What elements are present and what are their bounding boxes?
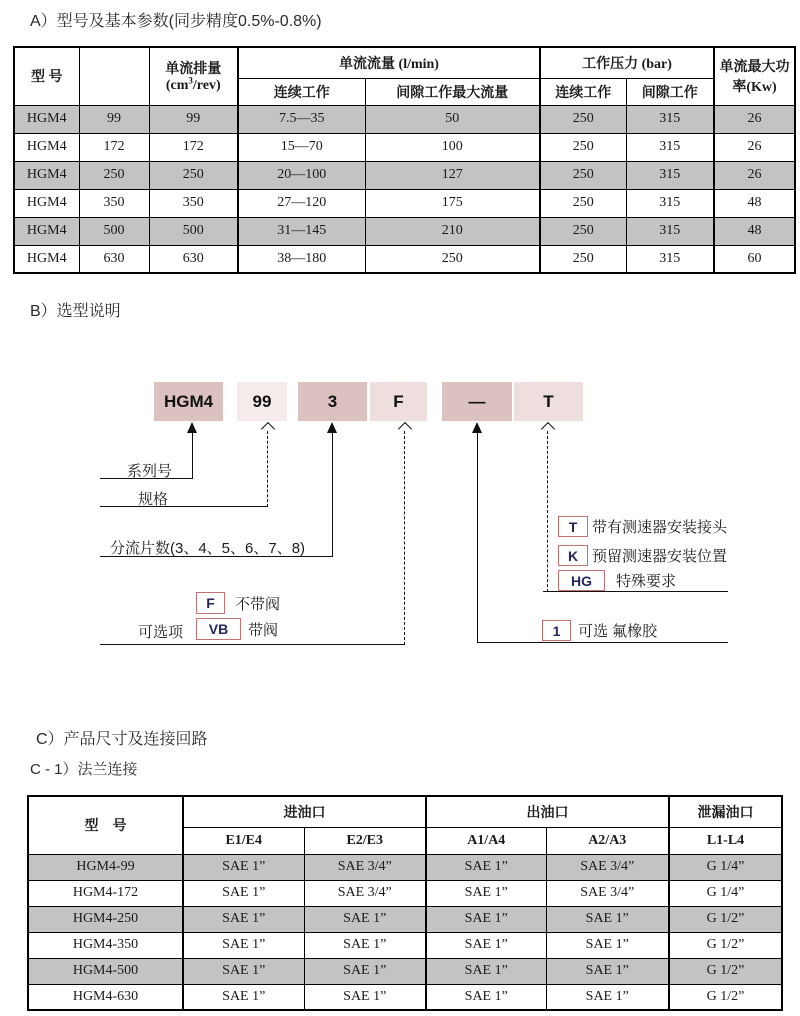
connector-line [477, 642, 728, 643]
cell: 60 [714, 245, 795, 273]
code-box-valve: F [370, 382, 427, 421]
cell: SAE 1” [426, 854, 546, 880]
cell: 250 [540, 161, 626, 189]
cell: HGM4 [14, 245, 79, 273]
cell: 7.5—35 [238, 105, 365, 133]
connector-line [192, 431, 193, 479]
cell: 50 [365, 105, 540, 133]
header-flow-group: 单流流量 (l/min) [238, 47, 540, 78]
cell: 250 [149, 161, 238, 189]
cell: G 1/4” [669, 880, 782, 906]
connector-line [477, 431, 478, 643]
cell: 27—120 [238, 189, 365, 217]
cell: HGM4-630 [28, 984, 183, 1010]
cell: 315 [626, 189, 714, 217]
option-box-t: T [558, 516, 588, 537]
connector-line [547, 431, 548, 592]
cell: G 1/2” [669, 958, 782, 984]
option-box-vb: VB [196, 618, 241, 640]
header-model: 型 号 [14, 47, 79, 105]
header-e1e4: E1/E4 [183, 827, 304, 854]
code-box-spec: 99 [237, 382, 287, 421]
cell: 48 [714, 189, 795, 217]
connector-line [543, 591, 728, 592]
cell: G 1/2” [669, 906, 782, 932]
cell: 175 [365, 189, 540, 217]
cell: 315 [626, 245, 714, 273]
cell: 15—70 [238, 133, 365, 161]
table-row [28, 984, 782, 1010]
table-row [28, 958, 782, 984]
cell: SAE 3/4” [304, 880, 426, 906]
header-leak-group: 泄漏油口 [669, 796, 782, 827]
cell: SAE 1” [546, 906, 669, 932]
header-model: 型 号 [28, 796, 183, 854]
code-box-series: HGM4 [154, 382, 223, 421]
cell: SAE 1” [426, 880, 546, 906]
header-a1a4: A1/A4 [426, 827, 546, 854]
table-row [14, 245, 795, 273]
option-box-k: K [558, 545, 588, 566]
header-flow-intermittent: 间隙工作最大流量 [365, 78, 540, 105]
cell: 48 [714, 217, 795, 245]
table-row [28, 854, 782, 880]
table-row [14, 161, 795, 189]
cell: 350 [149, 189, 238, 217]
code-box-sensor: T [514, 382, 583, 421]
table-row [28, 932, 782, 958]
cell: SAE 1” [426, 932, 546, 958]
cell: 172 [79, 133, 149, 161]
label-k-desc: 预留测速器安装位置 [592, 548, 728, 565]
cell: 315 [626, 133, 714, 161]
table-row [14, 217, 795, 245]
cell: 315 [626, 105, 714, 133]
cell: G 1/2” [669, 984, 782, 1010]
connector-line [404, 431, 405, 645]
cell: SAE 3/4” [546, 880, 669, 906]
cell: HGM4-99 [28, 854, 183, 880]
displacement-unit-prefix: (cm [165, 78, 189, 94]
cell: 315 [626, 161, 714, 189]
header-a2a3: A2/A3 [546, 827, 669, 854]
label-optional: 可选项 [138, 624, 184, 641]
cell: 350 [79, 189, 149, 217]
label-hg-desc: 特殊要求 [616, 573, 677, 590]
header-pressure-group: 工作压力 (bar) [540, 47, 714, 78]
label-1-desc: 可选 氟橡胶 [578, 623, 658, 640]
cell: 630 [79, 245, 149, 273]
cell: G 1/2” [669, 932, 782, 958]
cell: 100 [365, 133, 540, 161]
cell: SAE 1” [426, 958, 546, 984]
cell: 250 [540, 245, 626, 273]
cell: HGM4-250 [28, 906, 183, 932]
cell: 250 [540, 105, 626, 133]
cell: SAE 1” [183, 932, 304, 958]
cell: SAE 1” [426, 984, 546, 1010]
displacement-unit-sup: 3 [188, 75, 193, 86]
cell: SAE 3/4” [304, 854, 426, 880]
cell: SAE 1” [183, 854, 304, 880]
table-row [14, 133, 795, 161]
cell: SAE 1” [183, 880, 304, 906]
cell: HGM4 [14, 133, 79, 161]
cell: SAE 1” [183, 958, 304, 984]
label-slices: 分流片数(3、4、5、6、7、8) [110, 540, 306, 557]
header-outlet-group: 出油口 [426, 796, 669, 827]
connector-line [332, 431, 333, 557]
header-pressure-intermittent: 间隙工作 [626, 78, 714, 105]
connector-line [100, 506, 268, 507]
cell: 31—145 [238, 217, 365, 245]
header-e2e3: E2/E3 [304, 827, 426, 854]
cell: 26 [714, 105, 795, 133]
cell: 250 [540, 217, 626, 245]
header-power: 单流最大功率(Kw) [714, 47, 795, 105]
option-box-1: 1 [542, 620, 571, 641]
code-box-dash: — [442, 382, 512, 421]
cell: 250 [540, 189, 626, 217]
cell: 210 [365, 217, 540, 245]
displacement-unit-suffix: /rev) [192, 78, 221, 94]
cell: 250 [79, 161, 149, 189]
cell: SAE 1” [304, 906, 426, 932]
connector-line [267, 431, 268, 507]
cell: HGM4 [14, 217, 79, 245]
cell: SAE 1” [304, 984, 426, 1010]
arrow-up-icon [261, 422, 275, 436]
cell: 38—180 [238, 245, 365, 273]
arrow-up-icon [541, 422, 555, 436]
section-c-title: C）产品尺寸及连接回路 [36, 731, 208, 748]
cell: SAE 1” [426, 906, 546, 932]
cell: SAE 1” [546, 958, 669, 984]
cell: SAE 1” [546, 984, 669, 1010]
cell: SAE 1” [304, 932, 426, 958]
cell: SAE 1” [546, 932, 669, 958]
cell: 26 [714, 161, 795, 189]
header-displacement [149, 47, 238, 105]
cell: 500 [149, 217, 238, 245]
cell: HGM4-500 [28, 958, 183, 984]
header-inlet-group: 进油口 [183, 796, 426, 827]
cell: 630 [149, 245, 238, 273]
cell: 250 [540, 133, 626, 161]
arrow-up-icon [398, 422, 412, 436]
label-spec: 规格 [138, 491, 169, 508]
cell: G 1/4” [669, 854, 782, 880]
cell: HGM4 [14, 161, 79, 189]
cell: 127 [365, 161, 540, 189]
cell: 250 [365, 245, 540, 273]
cell: 26 [714, 133, 795, 161]
displacement-label: 单流排量 [165, 62, 222, 78]
table-basic-parameters [13, 46, 796, 274]
cell: HGM4-172 [28, 880, 183, 906]
table-row [14, 189, 795, 217]
header-flow-continuous: 连续工作 [238, 78, 365, 105]
cell: 315 [626, 217, 714, 245]
cell: HGM4-350 [28, 932, 183, 958]
table-row [28, 906, 782, 932]
cell: 20—100 [238, 161, 365, 189]
label-vb-desc: 带阀 [248, 622, 279, 639]
cell: SAE 3/4” [546, 854, 669, 880]
table-flange-connections [27, 795, 783, 1011]
option-box-hg: HG [558, 570, 605, 591]
cell: 99 [79, 105, 149, 133]
cell: 99 [149, 105, 238, 133]
code-box-slices: 3 [298, 382, 367, 421]
table-row [28, 880, 782, 906]
cell: SAE 1” [183, 906, 304, 932]
header-l1l4: L1-L4 [669, 827, 782, 854]
header-pressure-continuous: 连续工作 [540, 78, 626, 105]
section-b-title: B）选型说明 [30, 303, 121, 320]
label-f-desc: 不带阀 [235, 596, 281, 613]
cell: 172 [149, 133, 238, 161]
table-row [14, 105, 795, 133]
label-series: 系列号 [127, 463, 173, 480]
cell: 500 [79, 217, 149, 245]
cell: HGM4 [14, 189, 79, 217]
cell: SAE 1” [183, 984, 304, 1010]
section-c1-title: C - 1）法兰连接 [30, 761, 138, 778]
option-box-f: F [196, 592, 225, 614]
cell: SAE 1” [304, 958, 426, 984]
cell: HGM4 [14, 105, 79, 133]
header-blank [79, 47, 149, 105]
section-a-title: A）型号及基本参数(同步精度0.5%-0.8%) [30, 13, 322, 30]
connector-line [100, 644, 405, 645]
label-t-desc: 带有测速器安装接头 [592, 519, 728, 536]
